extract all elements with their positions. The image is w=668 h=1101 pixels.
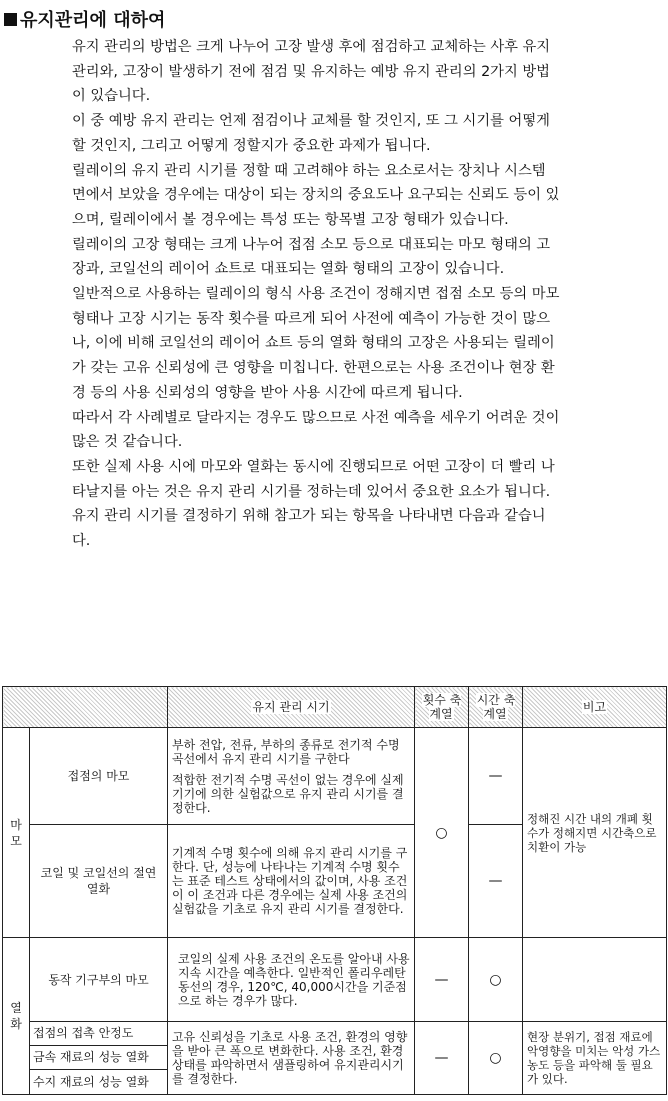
period-coil-insulation: 기계적 수명 횟수에 의해 유지 관리 시기를 구한다. 단, 성능에 나타나는 기계적 수명 횟수는 표준 테스트 상태에서의 값이며, 사용 조건이 이 조건과 다른 경우에는 실제 사용 조건의 실험값을 기초로 유지 관리 시기를 결정한다. — [168, 825, 415, 938]
page-title — [4, 6, 165, 32]
count-axis-mark: — — [415, 938, 469, 1022]
paragraph: 이 중 예방 유지 관리는 언제 점검이나 교체를 할 것인지, 또 그 시기를 어떻게 할 것인지, 그리고 어떻게 정할지가 중요한 과제가 됩니다. — [72, 113, 550, 154]
period-contact-wear — [168, 728, 415, 825]
category-deterioration: 열화 — [3, 938, 30, 1095]
item-metal-deterioration: 금속 재료의 성능 열화 — [30, 1046, 167, 1070]
paragraph: 유지 관리 시기를 결정하기 위해 참고가 되는 항목을 나타내면 다음과 같습니다. — [72, 508, 546, 550]
table-row — [3, 1022, 667, 1095]
header-blank — [3, 687, 168, 728]
item-contact-wear: 접점의 마모 — [30, 728, 168, 825]
header-period: 유지 관리 시기 — [168, 687, 415, 728]
maintenance-table — [2, 686, 667, 1095]
paragraph: 또한 실제 사용 시에 마모와 열화는 동시에 진행되므로 어떤 고장이 더 빨리 나타날지를 아는 것은 유지 관리 시기를 정하는데 있어서 중요한 요소가 됩니다. — [72, 458, 555, 500]
period-text: 부하 전압, 전류, 부하의 종류로 전기적 수명 곡선에서 유지 관리 시기를 구한다 — [172, 737, 400, 766]
count-axis-mark: ○ — [415, 728, 469, 938]
category-wear: 마모 — [3, 728, 30, 938]
time-axis-mark: ○ — [469, 938, 523, 1022]
count-axis-mark: — — [415, 1022, 469, 1095]
header-time-axis: 시간 축 계열 — [469, 687, 523, 728]
remark-group: 현장 분위기, 접점 재료에 악영향을 미치는 악성 가스 농도 등을 파악해 둘 필요가 있다. — [523, 1022, 667, 1095]
item-contact-stability: 접점의 접촉 안정도 — [30, 1022, 167, 1046]
paragraph: 유지 관리의 방법은 크게 나누어 고장 발생 후에 점검하고 교체하는 사후 유지 관리와, 고장이 발생하기 전에 점검 및 유지하는 예방 유지 관리의 2가지 방법이 있습니다. — [72, 39, 551, 105]
item-mechanism-wear: 동작 기구부의 마모 — [30, 938, 168, 1022]
header-count-axis: 횟수 축 계열 — [415, 687, 469, 728]
header-remark: 비고 — [523, 687, 667, 728]
square-bullet-icon — [4, 13, 17, 26]
item-group — [30, 1022, 168, 1095]
table-header-row — [3, 687, 667, 728]
period-text: 적합한 전기적 수명 곡선이 없는 경우에 실제 기기에 의한 실험값으로 유지 관리 시기를 결정한다. — [172, 772, 404, 815]
paragraph: 일반적으로 사용하는 릴레이의 형식 사용 조건이 정해지면 접점 소모 등의 마모 형태나 고장 시기는 동작 횟수를 따르게 되어 사전에 예측이 가능한 것이 많으나, 이에 비해 코일선의 레이어 쇼트 등의 열화 형태의 고장은 사용되는 릴레이가 갖는 고유 신뢰성에 큰 영향을 미칩니다. 한편으로는 사용 조건이나 현장 환경 등의 사용 신뢰성의 영향을 받아 사용 시간에 따르게 됩니다. — [72, 286, 560, 401]
page-title-text: 유지관리에 대하여 — [20, 10, 166, 31]
item-coil-insulation: 코일 및 코일선의 절연 열화 — [30, 825, 168, 938]
body-text — [72, 35, 560, 554]
paragraph: 릴레이의 유지 관리 시기를 정할 때 고려해야 하는 요소로서는 장치나 시스템 면에서 보았을 경우에는 대상이 되는 장치의 중요도나 요구되는 신뢰도 등이 있으며, 릴레이에서 볼 경우에는 특성 또는 항목별 고장 형태가 있습니다. — [72, 162, 560, 228]
time-axis-mark: — — [469, 728, 523, 825]
item-resin-deterioration: 수지 재료의 성능 열화 — [33, 1075, 149, 1089]
time-axis-mark: — — [469, 825, 523, 938]
paragraph: 릴레이의 고장 형태는 크게 나누어 접점 소모 등으로 대표되는 마모 형태의 고장과, 코일선의 레이어 쇼트로 대표되는 열화 형태의 고장이 있습니다. — [72, 236, 551, 278]
table-row — [3, 728, 667, 825]
period-mechanism-wear: 코일의 실제 사용 조건의 온도를 알아내 사용 지속 시간을 예측한다. 일반적인 폴리우레탄 동선의 경우, 120℃, 40,000시간을 기준점으로 하는 경우가 많다. — [168, 938, 415, 1022]
remark-blank — [523, 938, 667, 1022]
period-group: 고유 신뢰성을 기초로 사용 조건, 환경의 영향을 받아 큰 폭으로 변화한다. 사용 조건, 환경 상태를 파악하면서 샘플링하여 유지관리시기를 결정한다. — [168, 1022, 415, 1095]
table-row — [3, 938, 667, 1022]
paragraph: 따라서 각 사례별로 달라지는 경우도 많으므로 사전 예측을 세우기 어려운 것이 많은 것 같습니다. — [72, 409, 560, 451]
time-axis-mark: ○ — [469, 1022, 523, 1095]
remark-wear: 정해진 시간 내의 개폐 횟수가 정해지면 시간축으로 치환이 가능 — [523, 728, 667, 938]
